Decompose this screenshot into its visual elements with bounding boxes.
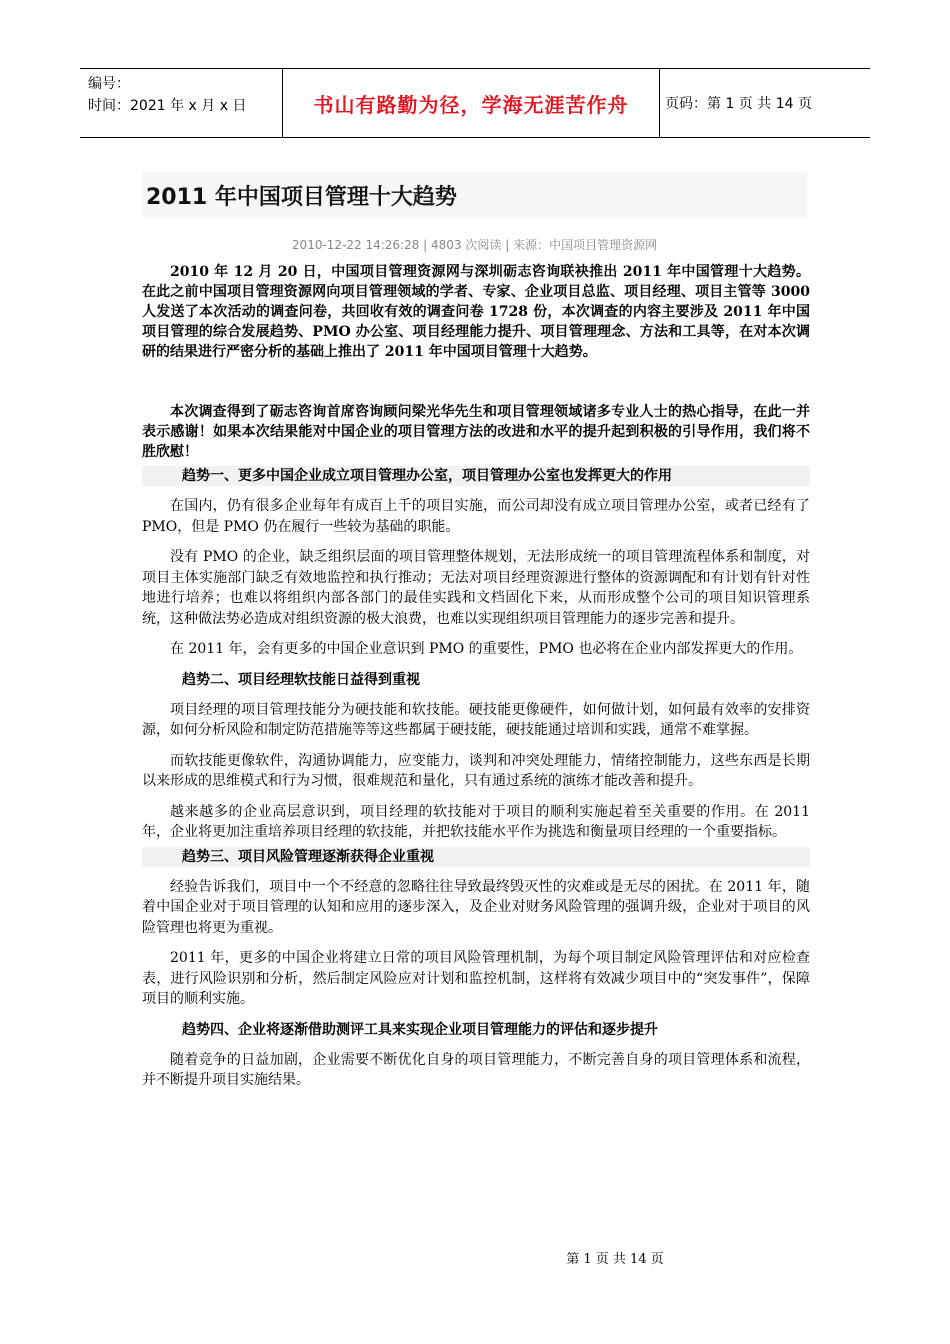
article-body <box>142 262 810 1091</box>
article-meta: 2010-12-22 14:26:28 | 4803 次阅读 | 来源：中国项目管理资源网 <box>291 238 658 252</box>
trend-3-paragraph-2: 2011 年，更多的中国企业将建立日常的项目风险管理机制，为每个项目制定风险管理评估和对应检查表，进行风险识别和分析，然后制定风险应对计划和监控机制，这样将有效减少项目中的“突发事件”，保障项目的顺利实施。 <box>142 950 810 1007</box>
article-title: 2011 年中国项目管理十大趋势 <box>146 184 457 210</box>
article-title-box <box>142 172 807 218</box>
number-label: 编号： <box>88 76 130 92</box>
trend-3-paragraph-1: 经验告诉我们，项目中一个不经意的忽略往往导致最终毁灭性的灾难或是无尽的困扰。在 2011 年，随着中国企业对于项目管理的认知和应用的逐步深入，及企业对财务风险管理的强调升级，企业对于项目的风险管理也将更为重视。 <box>142 878 810 936</box>
trend-3-heading: 趋势三、项目风险管理逐渐获得企业重视 <box>142 847 810 867</box>
trend-1-heading: 趋势一、更多中国企业成立项目管理办公室，项目管理办公室也发挥更大的作用 <box>142 466 810 486</box>
trend-4-heading: 趋势四、企业将逐渐借助测评工具来实现企业项目管理能力的评估和逐步提升 <box>182 1021 658 1038</box>
trend-2-paragraph-1: 项目经理的项目管理技能分为硬技能和软技能。硬技能更像硬件，如何做计划，如何最有效率的安排资源，如何分析风险和制定防范措施等等这些都属于硬技能，硬技能通过培训和实践，通常不难掌握。 <box>142 701 810 738</box>
header-left <box>88 73 246 117</box>
time-label: 时间：2021 年 x 月 x 日 <box>88 98 247 114</box>
motto-text: 书山有路勤为径，学海无涯苦作舟 <box>313 92 629 117</box>
trend-4-paragraph-1: 随着竞争的日益加剧，企业需要不断优化自身的项目管理能力，不断完善自身的项目管理体系和流程，并不断提升项目实施结果。 <box>142 1051 810 1088</box>
trend-2-paragraph-3: 越来越多的企业高层意识到，项目经理的软技能对于项目的顺利实施起着至关重要的作用。在 2011 年，企业将更加注重培养项目经理的软技能，并把软技能水平作为挑选和衡量项目经理的一个重要指标。 <box>142 803 810 840</box>
header-motto-cell <box>282 69 660 137</box>
intro-paragraph-1: 2010 年 12 月 20 日，中国项目管理资源网与深圳砺志咨询联袂推出 2011 年中国管理十大趋势。在此之前中国项目管理资源网向项目管理领域的学者、专家、企业项目总监、项目经理、项目主管等 3000 人发送了本次活动的调查问卷，共回收有效的调查问卷 1728 份，本次调查的内容主要涉及 2011 年中国项目管理的综合发展趋势、PMO 办公室、项目经理能力提升、项目管理理念、方法和工具等，在对本次调研的结果进行严密分析的基础上推出了 2011 年中国项目管理十大趋势。 <box>142 264 810 360</box>
page-info: 页码：第 1 页 共 14 页 <box>665 96 812 112</box>
document-header <box>80 68 870 138</box>
trend-2-paragraph-2: 而软技能更像软件，沟通协调能力，应变能力，谈判和冲突处理能力，情绪控制能力，这些东西是长期以来形成的思维模式和行为习惯，很难规范和量化，只有通过系统的演练才能改善和提升。 <box>142 752 810 789</box>
intro-paragraph-2: 本次调查得到了砺志咨询首席咨询顾问梁光华先生和项目管理领域诸多专业人士的热心指导，在此一并表示感谢！如果本次结果能对中国企业的项目管理方法的改进和水平的提升起到积极的引导作用，我们将不胜欣慰！ <box>142 404 810 460</box>
page-footer: 第 1 页 共 14 页 <box>566 1252 664 1267</box>
trend-1-paragraph-1: 在国内，仍有很多企业每年有成百上千的项目实施，而公司却没有成立项目管理办公室，或者已经有了 PMO，但是 PMO 仍在履行一些较为基础的职能。 <box>142 498 810 535</box>
trend-1-paragraph-3: 在 2011 年，会有更多的中国企业意识到 PMO 的重要性，PMO 也必将在企业内部发挥更大的作用。 <box>170 641 803 657</box>
trend-2-heading: 趋势二、项目经理软技能日益得到重视 <box>182 671 420 688</box>
trend-1-paragraph-2: 没有 PMO 的企业，缺乏组织层面的项目管理整体规划，无法形成统一的项目管理流程体系和制度，对项目主体实施部门缺乏有效地监控和执行推动；无法对项目经理资源进行整体的资源调配和有计划有针对性地进行培养；也难以将组织内部各部门的最佳实践和文档固化下来，从而形成整个公司的项目知识管理系统，这种做法势必造成对组织资源的极大浪费，也难以实现组织项目管理能力的逐步完善和提升。 <box>142 549 810 627</box>
